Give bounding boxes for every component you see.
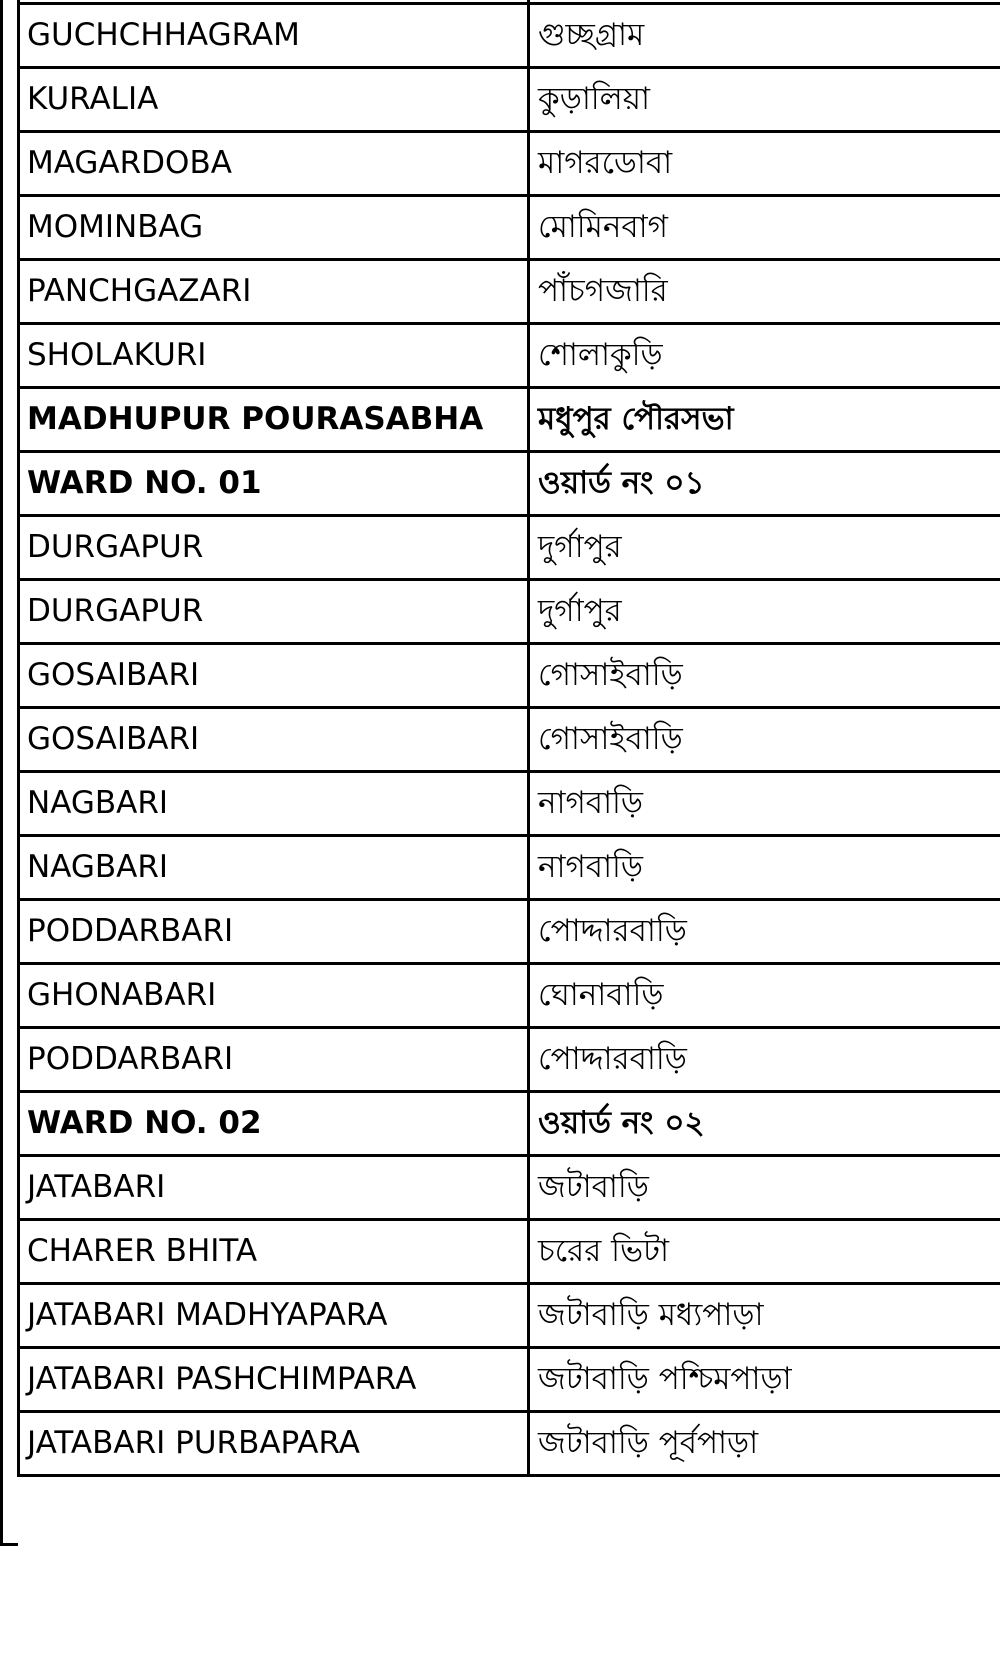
cell-english-name: JATABARI PASHCHIMPARA xyxy=(19,1348,529,1412)
table-section-header-row xyxy=(19,1092,1000,1156)
table-row xyxy=(19,1412,1000,1476)
cell-english-name: DURGAPUR xyxy=(19,516,529,580)
table-row xyxy=(19,580,1000,644)
cell-english-name: JATABARI xyxy=(19,1156,529,1220)
table-row xyxy=(19,1028,1000,1092)
cell-bengali-name: নাগবাড়ি xyxy=(529,836,1000,900)
cell-english-name: GUCHCHHAGRAM xyxy=(19,4,529,68)
cell-bengali-name: জটাবাড়ি পূর্বপাড়া xyxy=(529,1412,1000,1476)
cell-bengali-name: ঘোনাবাড়ি xyxy=(529,964,1000,1028)
cell-bengali-name: জটাবাড়ি পশ্চিমপাড়া xyxy=(529,1348,1000,1412)
table-row xyxy=(19,324,1000,388)
table-row xyxy=(19,132,1000,196)
table-section-header-row xyxy=(19,388,1000,452)
table-row xyxy=(19,964,1000,1028)
cell-bengali-name: ওয়ার্ড নং ০১ xyxy=(529,452,1000,516)
cell-bengali-name: পোদ্দারবাড়ি xyxy=(529,1028,1000,1092)
cell-bengali-name: ওয়ার্ড নং ০২ xyxy=(529,1092,1000,1156)
place-name-table xyxy=(17,0,1000,1477)
cell-english-name: GHONABARI xyxy=(19,964,529,1028)
cell-bengali-name: পাঁচগজারি xyxy=(529,260,1000,324)
cell-bengali-name: শোলাকুড়ি xyxy=(529,324,1000,388)
table-row xyxy=(19,708,1000,772)
cell-bengali-name: মাগরডোবা xyxy=(529,132,1000,196)
cell-english-name: GOSAIBARI xyxy=(19,708,529,772)
table-row xyxy=(19,1284,1000,1348)
cell-bengali-name: মধুপুর পৌরসভা xyxy=(529,388,1000,452)
cell-english-name: WARD NO. 01 xyxy=(19,452,529,516)
left-border-rule xyxy=(0,0,3,1546)
table-body xyxy=(19,0,1000,1476)
cell-english-name: CHARER BHITA xyxy=(19,1220,529,1284)
cell-english-name: NAGBARI xyxy=(19,772,529,836)
table-row xyxy=(19,516,1000,580)
cell-english-name: SHOLAKURI xyxy=(19,324,529,388)
table-row xyxy=(19,68,1000,132)
cell-bengali-name: জটাবাড়ি xyxy=(529,1156,1000,1220)
cell-bengali-name: গোসাইবাড়ি xyxy=(529,644,1000,708)
cell-bengali-name: জটাবাড়ি মধ্যপাড়া xyxy=(529,1284,1000,1348)
table-row xyxy=(19,900,1000,964)
cell-english-name: DURGAPUR xyxy=(19,580,529,644)
cell-english-name: JATABARI PURBAPARA xyxy=(19,1412,529,1476)
cell-bengali-name: চরের ভিটা xyxy=(529,1220,1000,1284)
table-row xyxy=(19,260,1000,324)
table-row xyxy=(19,196,1000,260)
cell-english-name: NAGBARI xyxy=(19,836,529,900)
cell-english-name: PANCHGAZARI xyxy=(19,260,529,324)
table-row xyxy=(19,1156,1000,1220)
table-row xyxy=(19,836,1000,900)
cell-english-name: MAGARDOBA xyxy=(19,132,529,196)
table-row xyxy=(19,772,1000,836)
cell-english-name: JATABARI MADHYAPARA xyxy=(19,1284,529,1348)
cell-bengali-name: গোসাইবাড়ি xyxy=(529,708,1000,772)
cell-bengali-name: দুর্গাপুর xyxy=(529,580,1000,644)
cell-bengali-name: মোমিনবাগ xyxy=(529,196,1000,260)
cell-english-name: KURALIA xyxy=(19,68,529,132)
table-row xyxy=(19,1220,1000,1284)
cell-bengali-name: পোদ্দারবাড়ি xyxy=(529,900,1000,964)
cell-english-name: PODDARBARI xyxy=(19,1028,529,1092)
table-row xyxy=(19,1348,1000,1412)
cell-bengali-name: কুড়ালিয়া xyxy=(529,68,1000,132)
cell-bengali-name: গুচ্ছগ্রাম xyxy=(529,4,1000,68)
cell-english-name: WARD NO. 02 xyxy=(19,1092,529,1156)
table-row xyxy=(19,644,1000,708)
cell-english-name: GOSAIBARI xyxy=(19,644,529,708)
cell-english-name: PODDARBARI xyxy=(19,900,529,964)
cell-bengali-name: দুর্গাপুর xyxy=(529,516,1000,580)
table-row xyxy=(19,4,1000,68)
cell-bengali-name: নাগবাড়ি xyxy=(529,772,1000,836)
table-section-header-row xyxy=(19,452,1000,516)
cell-english-name: MOMINBAG xyxy=(19,196,529,260)
bottom-border-rule xyxy=(0,1543,18,1546)
cell-english-name: MADHUPUR POURASABHA xyxy=(19,388,529,452)
